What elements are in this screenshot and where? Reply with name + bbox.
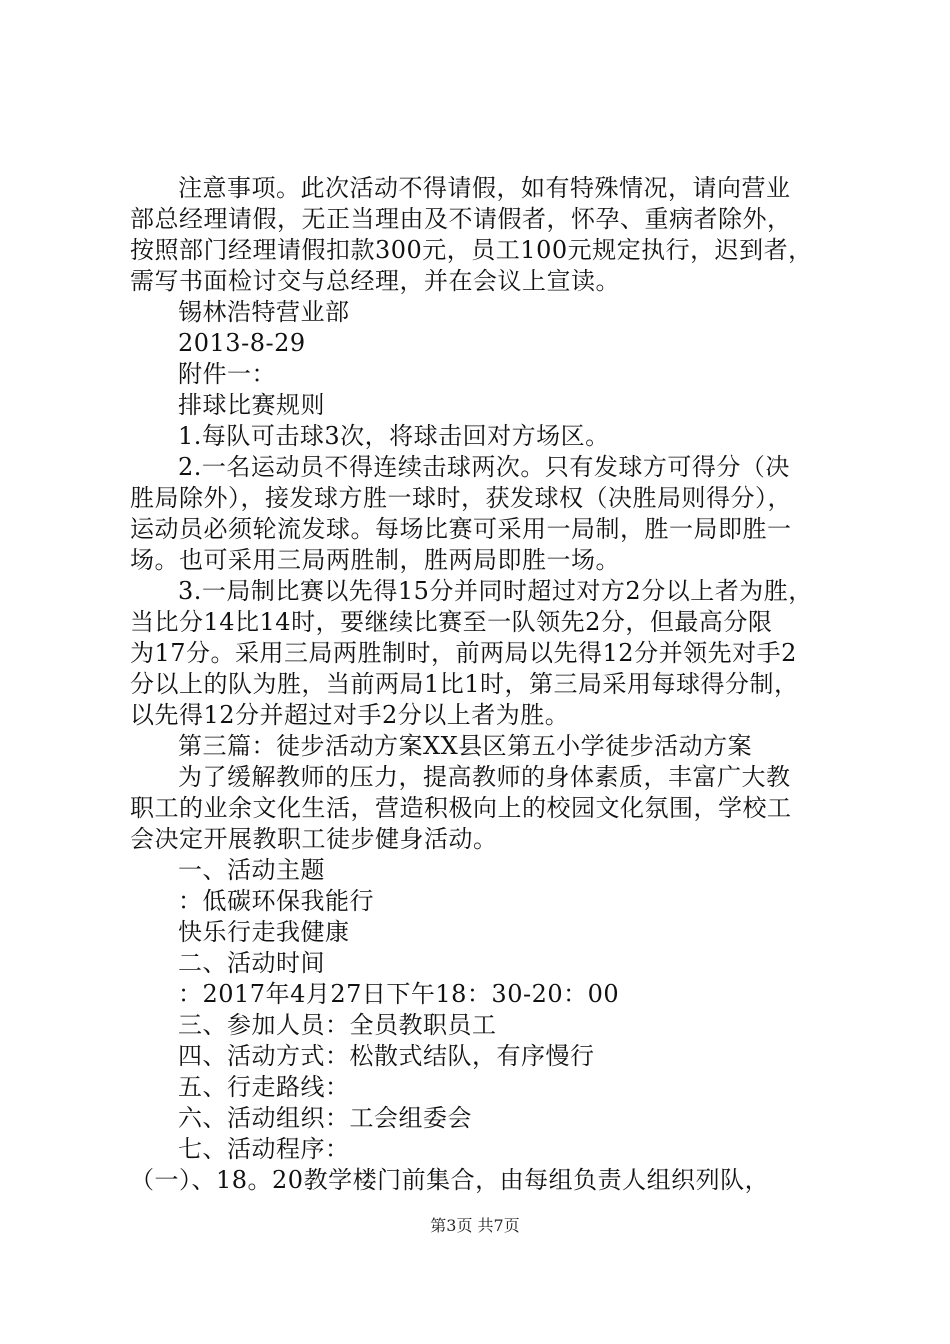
page-footer: 第3页 共7页 — [430, 1216, 520, 1235]
text-line: ：2017年4月27日下午18：30-20：00 — [178, 980, 620, 1008]
text-line: 1.每队可击球3次，将球击回对方场区。 — [178, 422, 610, 450]
text-line: 为17分。采用三局两胜制时，前两局以先得12分并领先对手2 — [130, 639, 797, 667]
text-line: 二、活动时间 — [178, 949, 325, 977]
text-line: 五、行走路线： — [178, 1073, 350, 1101]
text-line: 六、活动组织：工会组委会 — [178, 1104, 472, 1132]
text-line: 七、活动程序： — [178, 1135, 350, 1163]
text-line: 职工的业余文化生活，营造积极向上的校园文化氛围，学校工 — [130, 794, 792, 822]
text-line: 会决定开展教职工徒步健身活动。 — [130, 825, 498, 853]
text-line: 需写书面检讨交与总经理，并在会议上宣读。 — [130, 267, 620, 295]
text-line: 三、参加人员：全员教职员工 — [178, 1011, 497, 1039]
text-line: 3.一局制比赛以先得15分并同时超过对方2分以上者为胜， — [178, 577, 813, 605]
text-line: 胜局除外），接发球方胜一球时，获发球权（决胜局则得分）， — [130, 484, 792, 512]
text-line: 快乐行走我健康 — [178, 918, 350, 946]
text-line: 四、活动方式：松散式结队，有序慢行 — [178, 1042, 595, 1070]
text-line: 以先得12分并超过对手2分以上者为胜。 — [130, 701, 570, 729]
text-line: 为了缓解教师的压力，提高教师的身体素质，丰富广大教 — [178, 763, 791, 791]
text-line: 附件一： — [178, 360, 276, 388]
text-line: 排球比赛规则 — [178, 391, 325, 419]
text-line: 当比分14比14时，要继续比赛至一队领先2分，但最高分限 — [130, 608, 773, 636]
text-line: 运动员必须轮流发球。每场比赛可采用一局制，胜一局即胜一 — [130, 515, 792, 543]
text-line: 锡林浩特营业部 — [178, 298, 350, 326]
text-line: 部总经理请假，无正当理由及不请假者，怀孕、重病者除外， — [130, 205, 792, 233]
text-line: （一）、18。20教学楼门前集合，由每组负责人组织列队， — [130, 1166, 770, 1194]
text-line: 第三篇：徒步活动方案XX县区第五小学徒步活动方案 — [178, 732, 753, 760]
text-line: 2.一名运动员不得连续击球两次。只有发球方可得分（决 — [178, 453, 790, 481]
text-line: ：低碳环保我能行 — [178, 887, 374, 915]
text-line: 2013-8-29 — [178, 329, 306, 357]
text-line: 分以上的队为胜，当前两局1比1时，第三局采用每球得分制， — [130, 670, 799, 698]
text-line: 按照部门经理请假扣款300元，员工100元规定执行，迟到者， — [130, 236, 813, 264]
text-line: 注意事项。此次活动不得请假，如有特殊情况，请向营业 — [178, 174, 791, 202]
text-line: 场。也可采用三局两胜制，胜两局即胜一场。 — [130, 546, 620, 574]
text-line: 一、活动主题 — [178, 856, 325, 884]
document-body — [130, 173, 845, 1196]
